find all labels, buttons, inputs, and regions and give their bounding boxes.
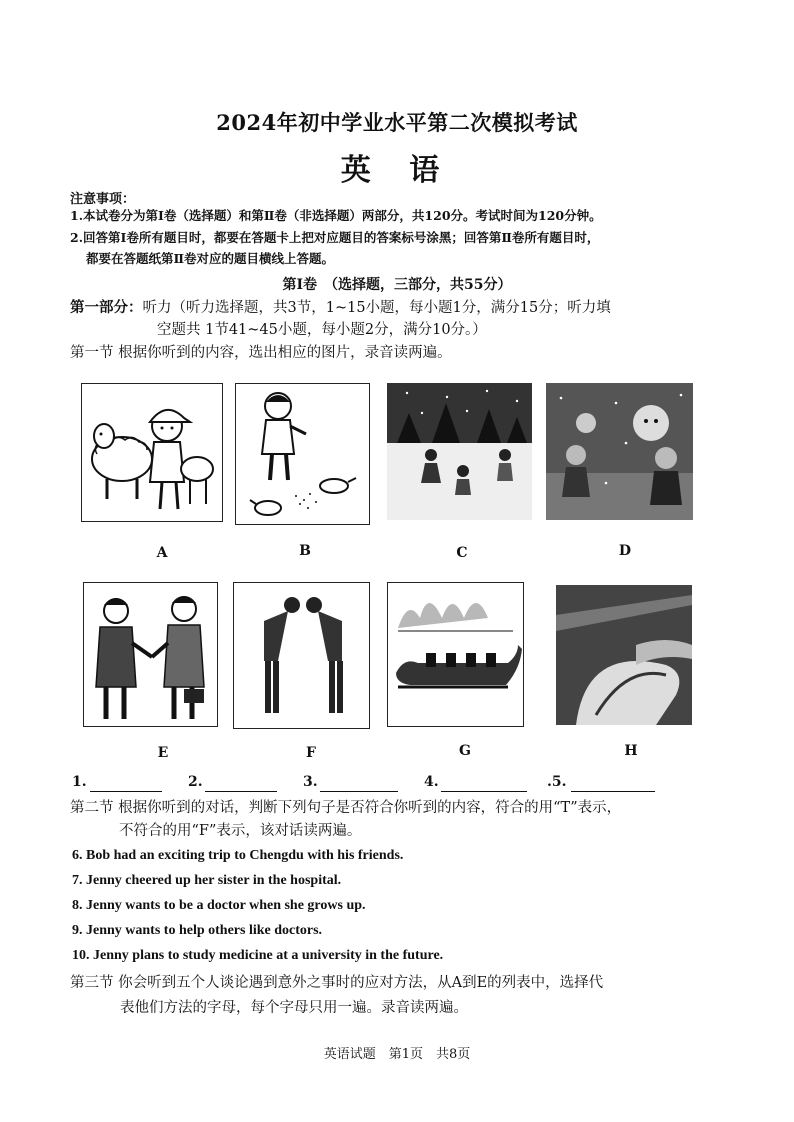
boy-with-sheep-icon [82,384,222,521]
page-footer: 英语试题 第1页 共8页 [323,1047,471,1062]
answer-2-number: 2. [188,774,203,790]
dragon-boat-icon [388,583,523,726]
statement-8: 8. Jenny wants to be a doctor when she grows up. [72,898,366,913]
picture-d [546,383,693,520]
picture-label-d: D [618,543,632,559]
part1-text: 听力（听力选择题，共3节，1~15小题，每小题1分，满分15分；听力填 [142,300,611,316]
picture-b [235,383,370,525]
handshake-icon [84,583,217,726]
section3-line2: 表他们方法的字母，每个字母只用一遍。录音读两遍。 [120,1000,468,1016]
picture-label-h: H [624,743,638,759]
section3-line1: 第三节 你会听到五个人谈论遇到意外之事时的应对方法，从A到E的列表中，选择代 [70,975,604,991]
answer-4-number: 4. [424,774,439,790]
notice-item-2-line1: 2.回答第Ⅰ卷所有题目时，都要在答题卡上把对应题目的答案标号涂黑；回答第Ⅱ卷所有题目时， [70,230,600,245]
section2-line2: 不符合的用“F”表示，该对话读两遍。 [119,823,362,839]
answer-4-blank[interactable] [441,775,527,792]
part1-line1 [70,297,611,319]
picture-e [83,582,218,727]
answer-5-number: .5. [547,774,567,790]
volume1-heading: 第Ⅰ卷 （选择题，三部分，共55分） [282,277,512,293]
statement-7: 7. Jenny cheered up her sister in the hospital. [72,873,342,888]
answer-2-blank[interactable] [205,775,277,792]
picture-label-b: B [299,543,311,559]
section1-instruction: 第一节 根据你听到的内容，选出相应的图片，录音读两遍。 [70,345,452,361]
notice-item-1: 1.本试卷分为第Ⅰ卷（选择题）和第Ⅱ卷（非选择题）两部分，共120分。考试时间为120分钟。 [70,208,602,223]
answer-1-blank[interactable] [90,775,162,792]
boy-feeding-chickens-icon [236,384,369,524]
answer-3-number: 3. [303,774,318,790]
picture-label-f: F [306,745,316,761]
picture-f [233,582,370,729]
picture-label-c: C [456,545,468,561]
answer-1-number: 1. [72,774,87,790]
children-snowman-icon [546,383,693,520]
answer-5-blank[interactable] [571,775,655,792]
picture-c [387,383,532,520]
notice-item-2-line2: 都要在答题纸第Ⅱ卷对应的题目横线上答题。 [86,251,335,266]
picture-label-g: G [459,743,471,759]
subject-title: 英 语 [340,153,454,188]
picture-label-e: E [157,745,169,761]
high-speed-train-icon [556,585,692,725]
bowing-men-icon [234,583,369,728]
part1-line2: 空题共 1节41~45小题，每小题2分，满分10分。） [157,322,487,338]
answer-3-blank[interactable] [320,775,398,792]
picture-g [387,582,524,727]
picture-h [556,585,692,725]
statement-9: 9. Jenny wants to help others like doctors. [72,923,323,938]
part1-label: 第一部分： [70,299,143,316]
picture-a [81,383,223,522]
exam-title: 2024年初中学业水平第二次模拟考试 [216,110,578,135]
children-skating-icon [387,383,532,520]
picture-label-a: A [156,545,168,561]
statement-10: 10. Jenny plans to study medicine at a university in the future. [72,948,444,963]
notice-heading: 注意事项： [70,192,136,207]
section2-line1: 第二节 根据你听到的对话，判断下列句子是否符合你听到的内容，符合的用“T”表示， [70,800,622,816]
statement-6: 6. Bob had an exciting trip to Chengdu with his friends. [72,848,404,863]
